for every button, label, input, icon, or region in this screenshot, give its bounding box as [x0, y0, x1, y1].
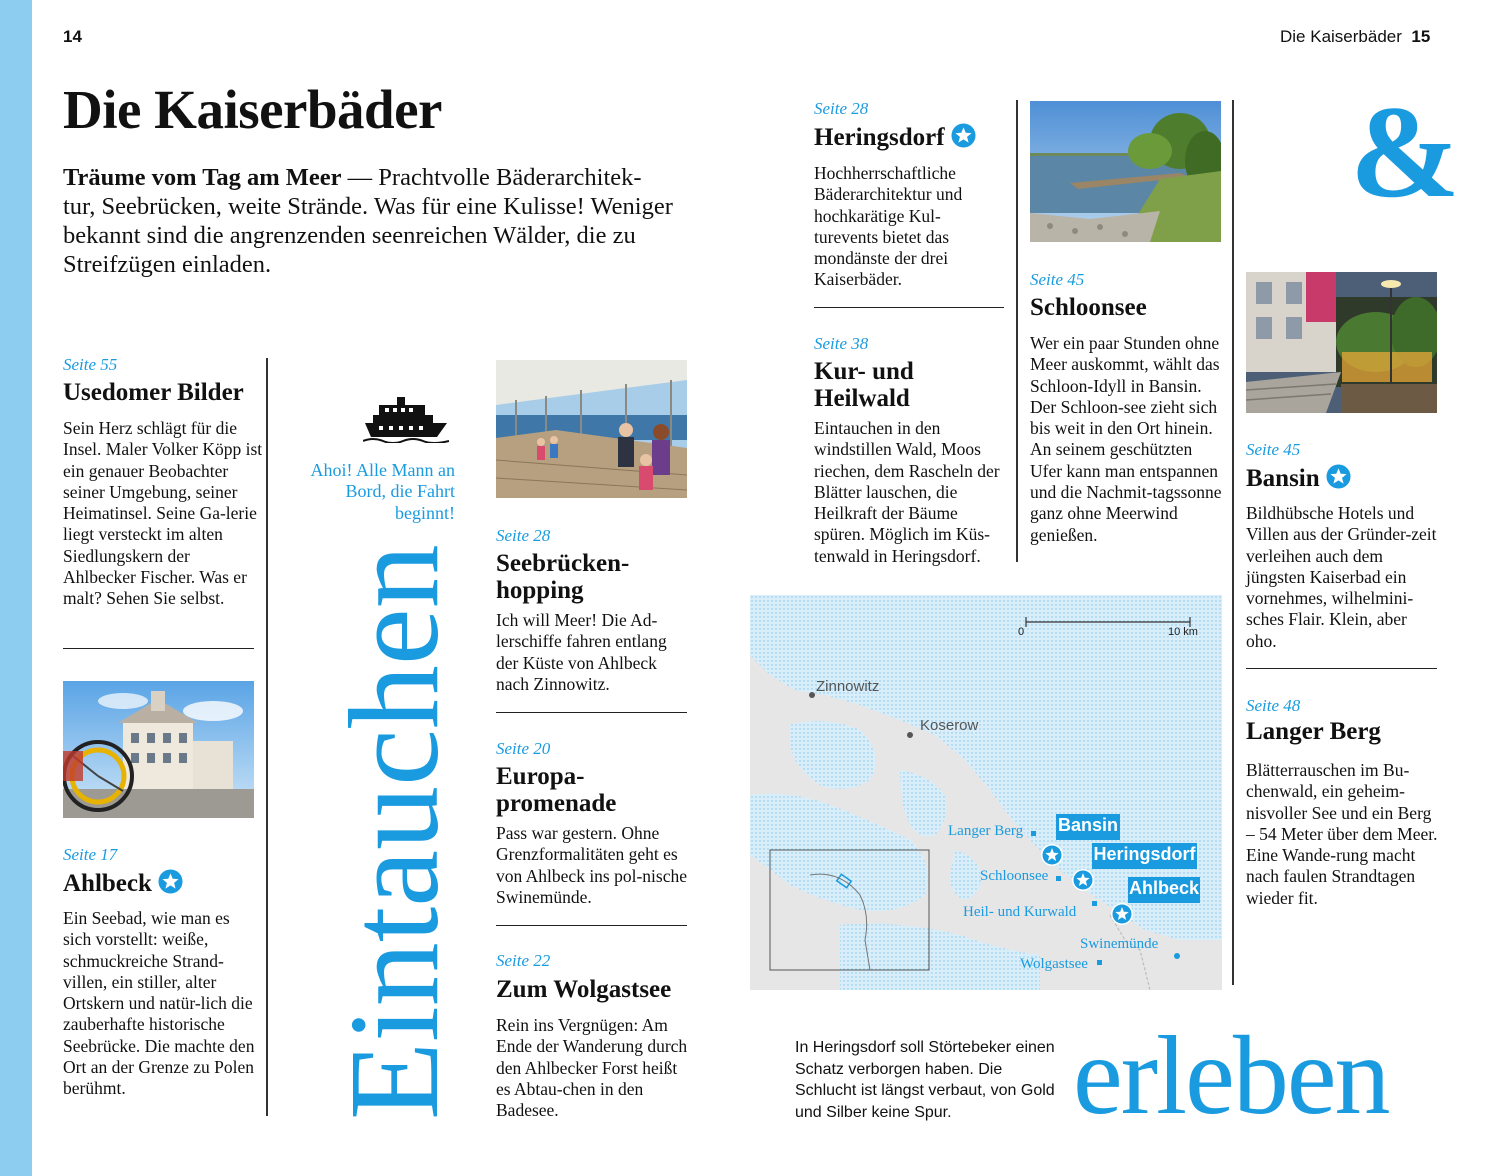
ahoi-quote: Ahoi! Alle Mann an Bord, die Fahrt beginnt!: [310, 460, 455, 523]
column-rule: [1232, 100, 1234, 985]
seebruecke-photo: [496, 360, 687, 498]
ahlbeck-photo: [63, 681, 254, 818]
page-edge-bar: [0, 0, 32, 1176]
map-town-label: Wolgastsee: [1020, 956, 1088, 972]
ahlbeck-text: Ein Seebad, wie man es sich vorstellt: weiße, schmuckreiche Strand-villen, ein stiller, alter Ortskern und natür-lich die zauberhafte historische Seebrücke. Die machte den Ort an der Grenze zu Polen berühmt.: [63, 908, 255, 1099]
map-town-label: Heil- und Kurwald: [963, 904, 1077, 920]
europa-text: Pass war gestern. Ohne Grenzformalitäten geht es von Ahlbeck ins pol-nische Swinemünde.: [496, 823, 688, 907]
running-title: Die Kaiserbäder: [1280, 27, 1402, 46]
wolgastsee-text: Rein ins Vergnügen: Am Ende der Wanderung durch den Ahlbecker Forst heißt es Abtau-chen in den Badesee.: [496, 1015, 688, 1121]
heringsdorf-page-ref: Seite 28: [814, 99, 869, 118]
bansin-text: Bildhübsche Hotels und Villen aus der Gründer-zeit verleihen auch dem jüngsten Kaiserbad ein vornehmes, wilhelmini-sches Flair. Klein, aber oho.: [1246, 503, 1437, 651]
heringsdorf-heading: [814, 123, 1014, 151]
europa-page-ref: Seite 20: [496, 739, 551, 758]
kurwald-page-ref: Seite 38: [814, 334, 869, 353]
map-town-label: Zinnowitz: [816, 678, 880, 695]
divider: [1246, 668, 1437, 669]
schloonsee-heading: Schloonsee: [1030, 294, 1147, 321]
usedomer-page-ref: Seite 55: [63, 355, 118, 374]
seebruecken-heading: Seebrücken-hopping: [496, 550, 630, 604]
map-highlight-label: Bansin: [1057, 815, 1118, 835]
bansin-title: Bansin: [1246, 465, 1320, 492]
bansin-heading: [1246, 464, 1446, 492]
right-page-number: 15: [1411, 27, 1431, 46]
column-rule: [1016, 100, 1018, 562]
schloonsee-photo: [1030, 101, 1221, 242]
divider: [496, 925, 687, 926]
schloonsee-page-ref: Seite 45: [1030, 270, 1085, 289]
langerberg-page-ref: Seite 48: [1246, 696, 1301, 715]
eintauchen-word: Eintauchen: [323, 544, 465, 1120]
right-page-header: [1280, 27, 1430, 47]
usedomer-text: Sein Herz schlägt für die Insel. Maler Volker Köpp ist ein genauer Beobachter seiner Umgebung, seiner Heimatinsel. Seine Ga-lerie liegt versteckt im alten Siedlungskern der Ahlbecker Fischer. Was er malt? Sehen Sie selbst.: [63, 418, 263, 609]
star-icon: [1072, 869, 1094, 891]
divider: [496, 712, 687, 713]
heringsdorf-text: Hochherrschaftliche Bäderarchitektur und hochkarätige Kul-turevents bietet das mondänste der drei Kaiserbäder.: [814, 163, 963, 290]
ahlbeck-page-ref: Seite 17: [63, 845, 118, 864]
map-scale-km: 10 km: [1168, 626, 1198, 638]
star-icon: [158, 869, 183, 894]
kurwald-text: Eintauchen in den windstillen Wald, Moos riechen, dem Rascheln der Blätter lauschen, die Heilkraft der Bäume spüren. Möglich im Küs-tenwald in Heringsdorf.: [814, 418, 1000, 566]
ampersand: &: [1350, 78, 1460, 225]
map-town-label: Koserow: [920, 717, 979, 734]
kurwald-heading: Kur- und Heilwald: [814, 358, 914, 412]
seebruecken-text: Ich will Meer! Die Ad-lerschiffe fahren entlang der Küste von Ahlbeck nach Zinnowitz.: [496, 610, 667, 694]
bansin-page-ref: Seite 45: [1246, 440, 1301, 459]
page-title: Die Kaiserbäder: [63, 79, 442, 140]
map-town-label: Langer Berg: [948, 823, 1024, 839]
heringsdorf-title: Heringsdorf: [814, 124, 945, 151]
star-icon: [1041, 844, 1063, 866]
schloonsee-text: Wer ein paar Stunden ohne Meer auskommt, wählt das Schloon-Idyll in Bansin. Der Schloon-see zieht sich bis weit in den Ort hinein. An seinem geschützten Ufer kann man entspannen und die Nachmit-tagssonne ganz ohne Meerwind genießen.: [1030, 333, 1222, 545]
map-town-label: Swinemünde: [1080, 936, 1159, 952]
intro-paragraph: [63, 163, 673, 279]
europa-heading: Europa-promenade: [496, 763, 617, 817]
map-caption: In Heringsdorf soll Störtebeker einen Schatz verborgen haben. Die Schlucht ist längst verbaut, von Gold und Silber keine Spur.: [795, 1039, 1055, 1121]
left-page-number: 14: [63, 27, 82, 46]
star-icon: [1111, 903, 1133, 925]
langerberg-text: Blätterrauschen im Bu-chenwald, ein geheim-nisvoller See und ein Berg – 54 Meter über dem Meer. Eine Wande-rung macht nach faulen Strandtagen wieder fit.: [1246, 760, 1438, 908]
bansin-photo: [1246, 272, 1437, 413]
map-town-label: Schloonsee: [980, 868, 1049, 884]
ship-icon: [363, 395, 449, 447]
star-icon: [951, 123, 976, 148]
langerberg-heading: Langer Berg: [1246, 718, 1381, 745]
wolgastsee-heading: Zum Wolgastsee: [496, 976, 672, 1003]
intro-lead: Träume vom Tag am Meer: [63, 164, 342, 191]
ahlbeck-title: Ahlbeck: [63, 870, 152, 897]
column-rule: [266, 358, 268, 1116]
intro-text: — Prachtvolle Bäderarchitek-tur, Seebrücken, weite Strände. Was für eine Kulisse! Weniger bekannt sind die angrenzenden seenreichen Wälder, die zu Streifzügen einladen.: [63, 164, 673, 278]
usedomer-heading: Usedomer Bilder: [63, 379, 244, 406]
wolgastsee-page-ref: Seite 22: [496, 951, 551, 970]
seebruecken-page-ref: Seite 28: [496, 526, 551, 545]
ahlbeck-heading: [63, 869, 263, 897]
divider: [814, 307, 1004, 308]
usedom-map: [750, 595, 1222, 990]
map-scale-zero: 0: [1018, 626, 1025, 638]
divider: [63, 648, 254, 649]
star-icon: [1326, 464, 1351, 489]
map-highlight-label: Heringsdorf: [1093, 844, 1196, 864]
map-highlight-label: Ahlbeck: [1128, 878, 1200, 898]
erleben-word: erleben: [1073, 1014, 1389, 1138]
